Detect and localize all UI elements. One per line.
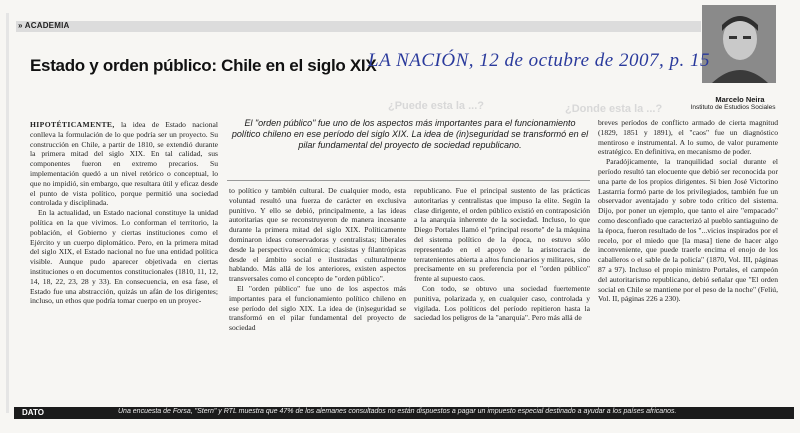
author-photo <box>702 5 776 83</box>
pull-quote: El "orden público" fue uno de los aspectos más importantes para el funcionamiento político chileno en ese período del siglo XIX. La idea de (in)seguridad se transformó en el pilar fundamental del proyecto de sociedad republicano. <box>231 118 589 150</box>
author-name: Marcelo Neira <box>715 95 765 104</box>
bleed-through-text-left: ¿Puede esta la ...? <box>388 100 484 112</box>
section-bar <box>16 21 701 32</box>
paragraph: to político y también cultural. De cualquier modo, esta voluntad resultó una fuerza de carácter en exclusiva punitivo. Y ello se debió, principalmente, a las ideas autoritarias que se reconstruyeron de manera incesante durante la primera mitad del siglo XIX. Políticamente dominaron ideas conservadoras y centralistas; liberales desde la perspectiva económica; clasistas y filantrópicas desde el ámbito social e ilustradas culturalmente hablando. Más allá de los anteriores, existen aspectos transversales como el concepto de "orden público". <box>229 186 406 284</box>
article-column-2 <box>229 186 406 401</box>
section-label: » ACADEMIA <box>18 21 70 30</box>
paragraph: Paradójicamente, la tranquilidad social durante el período resultó tan elocuente que debió ser reconocida por una parte de los propios dirigentes. Si bien José Victorino Lastarria formó parte de los privilegiados, también fue un observador aventajado y sobre todo crítico del sistema. Dijo, por poner un ejemplo, que tanto el aire "empacado" como desconfiado que caracterizó al pueblo santiaguino de la época, fueron resultado de los "...vicios inspirados por el recelo, por el miedo que [la masa] tiene de hacer algo inconveniente, que puede traerle encima el enojo de los caballeros o el sable de la policía" (1870, Vol. III, páginas 87 a 97). Incluso el propio ministro Portales, el campeón del autoritarismo republicano, debió señalar que "El orden social en Chile se mantiene por el peso de la noche" (Feliú, Vol. II, páginas 226 a 230). <box>598 157 778 304</box>
paragraph: breves períodos de conflicto armado de cierta magnitud (1829, 1851 y 1891), el "caos" fue un diagnóstico mentiroso e instrumental. A lo sumo, de valor puramente estratégico. En definitiva, en mecanismo de poder. <box>598 118 778 157</box>
portrait-image <box>702 5 776 83</box>
paragraph: El "orden público" fue uno de los aspectos más importantes para el funcionamiento político chileno en ese período del siglo XIX. La idea de (in)seguridad se transformó en el pilar fundamental del proyecto de sociedad <box>229 283 406 333</box>
paragraph: Con todo, se obtuvo una sociedad fuertemente punitiva, polarizada y, en cualquier caso, controlada y vigilada. Los políticos del período repitieron hasta la saciedad los peligros de la "anarquía". Pero más allá de <box>414 283 590 323</box>
article-column-4 <box>598 118 778 403</box>
author-institution: Instituto de Estudios Sociales <box>690 104 776 111</box>
paragraph <box>30 120 218 208</box>
footer-label: DATO <box>22 408 44 417</box>
paragraph: En la actualidad, un Estado nacional constituye la unidad política en la que vivimos. Lo conforman el territorio, la población, el Gobierno y ciertas instituciones como el Ejército y un cuerpo diplomático. Pero, en la primera mitad del siglo XIX, el Estado nacional no fue una entidad política visible. Aunque pudo aparecer objetivada en ciertas instituciones o en documentos constitucionales (1810, 11, 12, 14, 18, 22, 23, 28 y 33). En consecuencia, en esa fase, el Estado fue una abstracción, quizás un afán de los dirigentes; incluso, un ethos que podría tomar cuerpo en un proyec- <box>30 208 218 306</box>
headline: Estado y orden público: Chile en el siglo XIX <box>30 56 377 75</box>
footer-text: Una encuesta de Forsa, "Stern" y RTL muestra que 47% de los alemanes consultados no están dispuestos a pagar un impuesto especial destinado a ayudar a los países africanos. <box>118 408 677 415</box>
handwritten-source-note: LA NACIÓN, 12 de octubre de 2007, p. 15 <box>368 50 710 71</box>
paragraph: republicano. Fue el principal sustento de las prácticas autoritarias y centralistas que impuso la elite. Según la clase dirigente, el orden público existió en contraposición a la anarquía inherente de la sociedad. Incluso, lo que Diego Portales llamó el "principal resorte" de la máquina del sistema político de la época, no estuvo sólo representado en el apoyo de la aristocracia de terratenientes abierta a altos funcionarios y militares, sino precisamente en su preferencia por el "orden público" frente al supuesto caos. <box>414 186 590 284</box>
pull-quote-divider <box>227 180 590 181</box>
page-edge <box>6 13 9 413</box>
paragraph-text: la idea de Estado nacional conlleva la formulación de lo que podría ser un proyecto. Su construcción en Chile, a partir de 1810, se extendió durante la primera mitad del siglo XIX. En tal calidad, sus componentes fueron en extremo precarios. Su implementación quedó a un nivel retórico o conceptual, lo que no impidió, sin embargo, que resultara útil y eficaz desde el punto de vista político, porque permitió una sociedad controlada y disciplinada. <box>30 120 218 208</box>
bleed-through-text-right: ¿Donde esta la ...? <box>565 103 663 115</box>
article-column-1 <box>30 120 218 405</box>
article-column-3 <box>414 186 590 401</box>
lead-in: HIPOTÉTICAMENTE, <box>30 120 115 129</box>
